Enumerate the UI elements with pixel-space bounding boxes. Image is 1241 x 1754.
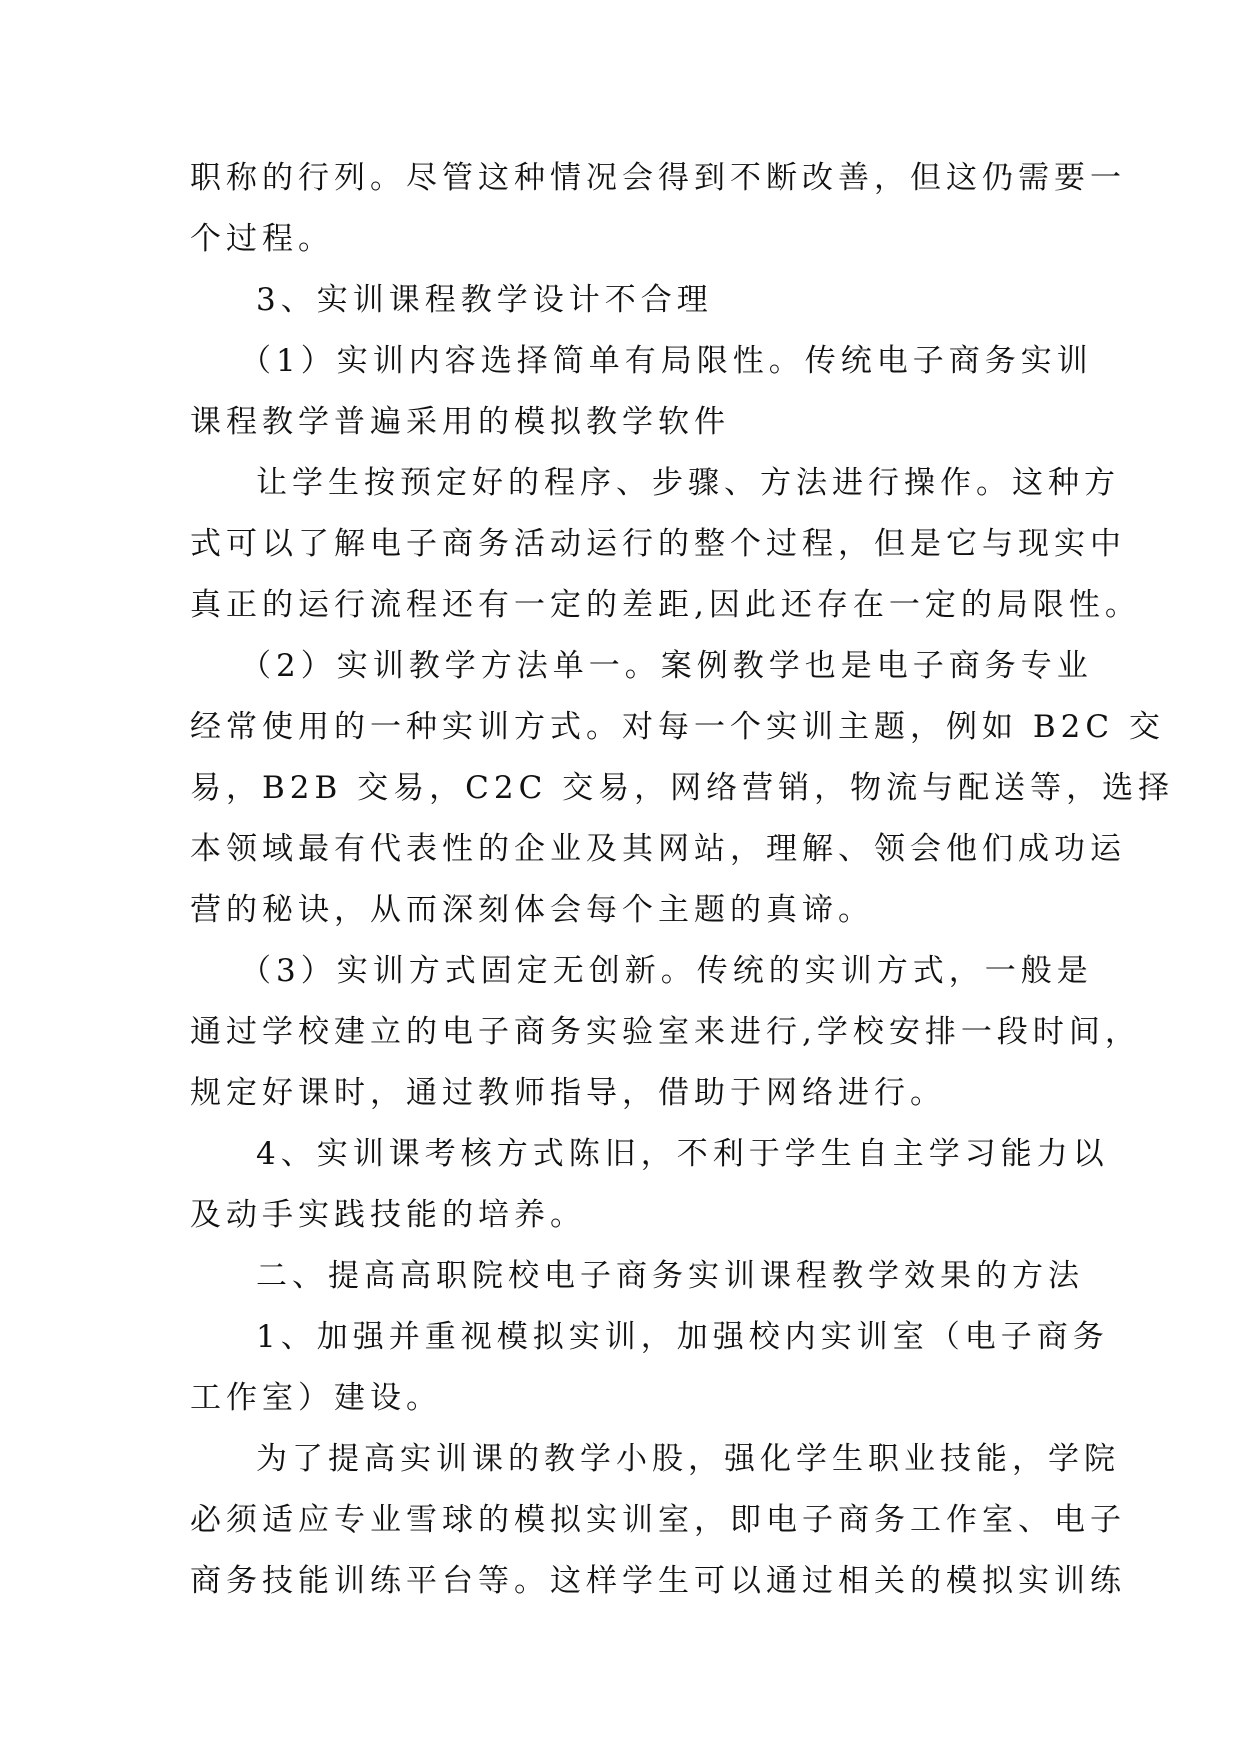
text-line: 式可以了解电子商务活动运行的整个过程，但是它与现实中 bbox=[190, 526, 1126, 562]
body-text bbox=[190, 148, 1175, 1612]
text-line: 课程教学普遍采用的模拟教学软件 bbox=[190, 404, 730, 440]
text-line: （1）实训内容选择简单有局限性。传统电子商务实训 bbox=[240, 343, 1093, 379]
section-heading: 3、实训课程教学设计不合理 bbox=[256, 282, 713, 318]
text-line: 规定好课时，通过教师指导，借助于网络进行。 bbox=[190, 1075, 946, 1111]
text-line: 营的秘诀，从而深刻体会每个主题的真谛。 bbox=[190, 892, 874, 928]
text-line: 经常使用的一种实训方式。对每一个实训主题，例如 B2C 交 bbox=[190, 709, 1165, 745]
section-heading: 二、提高高职院校电子商务实训课程教学效果的方法 bbox=[256, 1258, 1084, 1294]
text-line: 易，B2B 交易，C2C 交易，网络营销，物流与配送等，选择 bbox=[190, 770, 1175, 806]
text-line: 真正的运行流程还有一定的差距,因此还存在一定的局限性。 bbox=[190, 587, 1141, 623]
text-line: 商务技能训练平台等。这样学生可以通过相关的模拟实训练 bbox=[190, 1563, 1126, 1599]
text-line: 工作室）建设。 bbox=[190, 1380, 442, 1416]
text-line: 通过学校建立的电子商务实验室来进行,学校安排一段时间， bbox=[190, 1014, 1141, 1050]
text-line: 为了提高实训课的教学小股，强化学生职业技能，学院 bbox=[256, 1441, 1120, 1477]
text-line: （2）实训教学方法单一。案例教学也是电子商务专业 bbox=[240, 648, 1093, 684]
section-heading: 4、实训课考核方式陈旧，不利于学生自主学习能力以 bbox=[256, 1136, 1109, 1172]
text-line: 及动手实践技能的培养。 bbox=[190, 1197, 586, 1233]
section-heading: 1、加强并重视模拟实训，加强校内实训室（电子商务 bbox=[256, 1319, 1109, 1355]
text-line: （3）实训方式固定无创新。传统的实训方式，一般是 bbox=[240, 953, 1093, 989]
text-line: 职称的行列。尽管这种情况会得到不断改善，但这仍需要一 bbox=[190, 160, 1126, 196]
text-line: 必须适应专业雪球的模拟实训室，即电子商务工作室、电子 bbox=[190, 1502, 1126, 1538]
text-line: 让学生按预定好的程序、步骤、方法进行操作。这种方 bbox=[256, 465, 1120, 501]
text-line: 本领域最有代表性的企业及其网站，理解、领会他们成功运 bbox=[190, 831, 1126, 867]
text-line: 个过程。 bbox=[190, 221, 334, 257]
